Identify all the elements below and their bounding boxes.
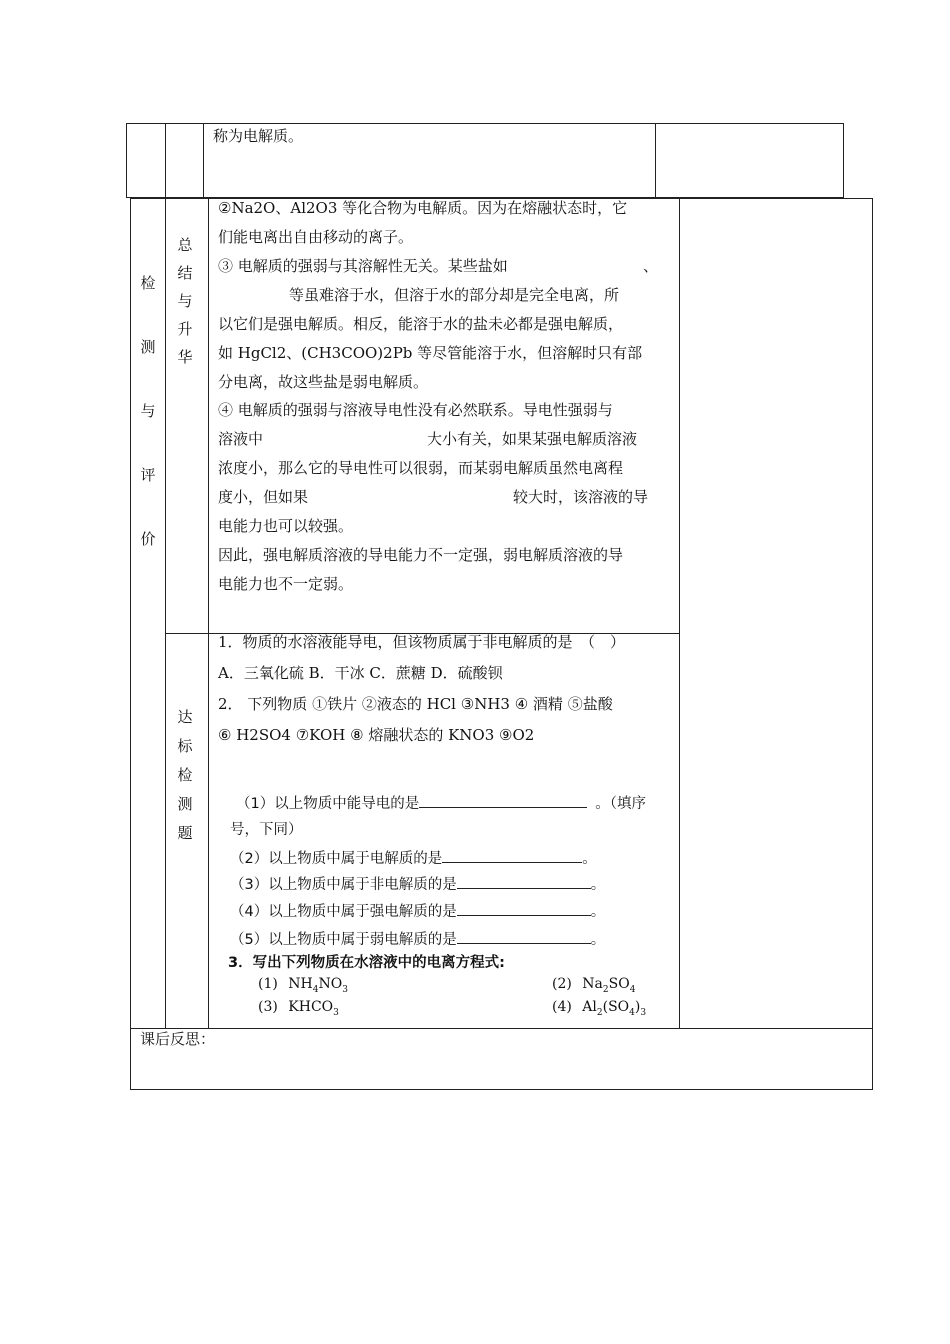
summary-label-char: 升 bbox=[177, 320, 193, 338]
formula-4 bbox=[552, 993, 646, 1028]
section-label-char: 评 bbox=[140, 466, 156, 484]
summary-line: 溶液中 bbox=[218, 430, 264, 448]
test-label bbox=[175, 706, 195, 851]
answer-blank[interactable] bbox=[419, 793, 587, 808]
summary-line: ②Na2O、Al2O3 等化合物为电解质。因为在熔融状态时，它 bbox=[218, 199, 628, 217]
summary-line: 电能力也不一定弱。 bbox=[218, 575, 354, 593]
summary-line: 、 bbox=[643, 257, 659, 275]
section-label bbox=[138, 272, 158, 592]
top-table-divider bbox=[203, 123, 204, 198]
test-label-char: 达 bbox=[177, 708, 193, 726]
summary-line: 浓度小，那么它的导电性可以很弱，而某弱电解质虽然电离程 bbox=[218, 459, 624, 477]
summary-line: 们能电离出自由移动的离子。 bbox=[218, 228, 414, 246]
top-table-divider bbox=[655, 123, 656, 198]
question-1: 1．物质的水溶液能导电，但该物质属于非电解质的是 （ ） bbox=[218, 633, 626, 651]
sub-question-1 bbox=[236, 790, 646, 819]
test-label-char: 检 bbox=[177, 766, 193, 784]
section-label-char: 价 bbox=[140, 530, 156, 548]
section-label-char: 与 bbox=[140, 402, 156, 420]
summary-line: 电能力也可以较强。 bbox=[218, 517, 354, 535]
summary-label-char: 华 bbox=[177, 348, 193, 366]
formula-number: (4) bbox=[552, 999, 572, 1015]
sub-question-1-label: （1）以上物质中能导电的是 bbox=[236, 796, 420, 812]
main-table-divider bbox=[679, 198, 680, 1028]
summary-line: 分电离，故这些盐是弱电解质。 bbox=[218, 373, 429, 391]
summary-line: 如 HgCl2、(CH3COO)2Pb 等尽管能溶于水，但溶解时只有部 bbox=[218, 344, 643, 362]
answer-blank[interactable] bbox=[442, 848, 582, 863]
summary-label-char: 总 bbox=[177, 236, 193, 254]
answer-blank[interactable] bbox=[457, 901, 591, 916]
sub-question-3 bbox=[230, 871, 605, 900]
question-2: 2． 下列物质 ①铁片 ②液态的 HCl ③NH3 ④ 酒精 ⑤盐酸 bbox=[218, 695, 613, 713]
sub-question-4-label: （4）以上物质中属于强电解质的是 bbox=[230, 904, 457, 920]
test-label-char: 题 bbox=[177, 824, 193, 842]
top-table-text: 称为电解质。 bbox=[213, 127, 304, 145]
main-table-divider bbox=[208, 198, 209, 1028]
summary-line: 较大时，该溶液的导 bbox=[513, 488, 649, 506]
section-label-char: 测 bbox=[140, 338, 156, 356]
formula-3 bbox=[258, 993, 339, 1028]
sub-question-1-continued: 号，下同） bbox=[230, 822, 303, 838]
answer-blank[interactable] bbox=[457, 929, 591, 944]
summary-label bbox=[175, 234, 195, 374]
question-3: 3．写出下列物质在水溶液中的电离方程式: bbox=[228, 955, 505, 971]
summary-line: ③ 电解质的强弱与其溶解性无关。某些盐如 bbox=[218, 257, 508, 275]
top-table-divider bbox=[165, 123, 166, 198]
section-label-char: 检 bbox=[140, 274, 156, 292]
summary-line: 因此，强电解质溶液的导电能力不一定强，弱电解质溶液的导 bbox=[218, 546, 624, 564]
summary-line: 以它们是强电解质。相反，能溶于水的盐未必都是强电解质， bbox=[218, 315, 624, 333]
period: 。 bbox=[590, 904, 606, 920]
sub-question-2-label: （2）以上物质中属于电解质的是 bbox=[230, 851, 443, 867]
summary-line: 大小有关，如果某强电解质溶液 bbox=[427, 430, 638, 448]
period: 。 bbox=[590, 877, 606, 893]
reflection-label: 课后反思： bbox=[140, 1030, 216, 1048]
formula-text: $NH_4NO_3$ bbox=[288, 976, 348, 995]
formula-number: (2) bbox=[552, 976, 572, 992]
main-table-divider bbox=[165, 198, 166, 1028]
sub-question-2 bbox=[230, 845, 597, 874]
sub-question-3-label: （3）以上物质中属于非电解质的是 bbox=[230, 877, 457, 893]
test-label-char: 标 bbox=[177, 737, 193, 755]
formula-text: $KHCO_3$ bbox=[288, 999, 339, 1018]
summary-line: 等虽难溶于水，但溶于水的部分却是完全电离，所 bbox=[289, 286, 620, 304]
test-label-char: 测 bbox=[177, 795, 193, 813]
formula-text: $Al_2(SO_4)_3$ bbox=[582, 999, 647, 1018]
question-2-continued: ⑥ H2SO4 ⑦KOH ⑧ 熔融状态的 KNO3 ⑨O2 bbox=[218, 726, 535, 744]
formula-number: (3) bbox=[258, 999, 278, 1015]
main-table-row-divider bbox=[130, 1028, 873, 1029]
summary-line: ④ 电解质的强弱与溶液导电性没有必然联系。导电性强弱与 bbox=[218, 401, 613, 419]
summary-label-char: 与 bbox=[177, 292, 193, 310]
period: 。 bbox=[590, 932, 606, 948]
sub-question-4 bbox=[230, 898, 605, 927]
sub-question-5-label: （5）以上物质中属于弱电解质的是 bbox=[230, 932, 457, 948]
formula-number: (1) bbox=[258, 976, 278, 992]
sub-question-1-tail: 。（填序 bbox=[595, 796, 646, 812]
summary-line: 度小，但如果 bbox=[218, 488, 309, 506]
summary-label-char: 结 bbox=[177, 264, 193, 282]
question-1-options: A．三氧化硫 B．干冰 C．蔗糖 D．硫酸钡 bbox=[218, 664, 503, 682]
answer-blank[interactable] bbox=[457, 874, 591, 889]
formula-text: $Na_2SO_4$ bbox=[582, 976, 636, 995]
period: 。 bbox=[582, 851, 597, 867]
